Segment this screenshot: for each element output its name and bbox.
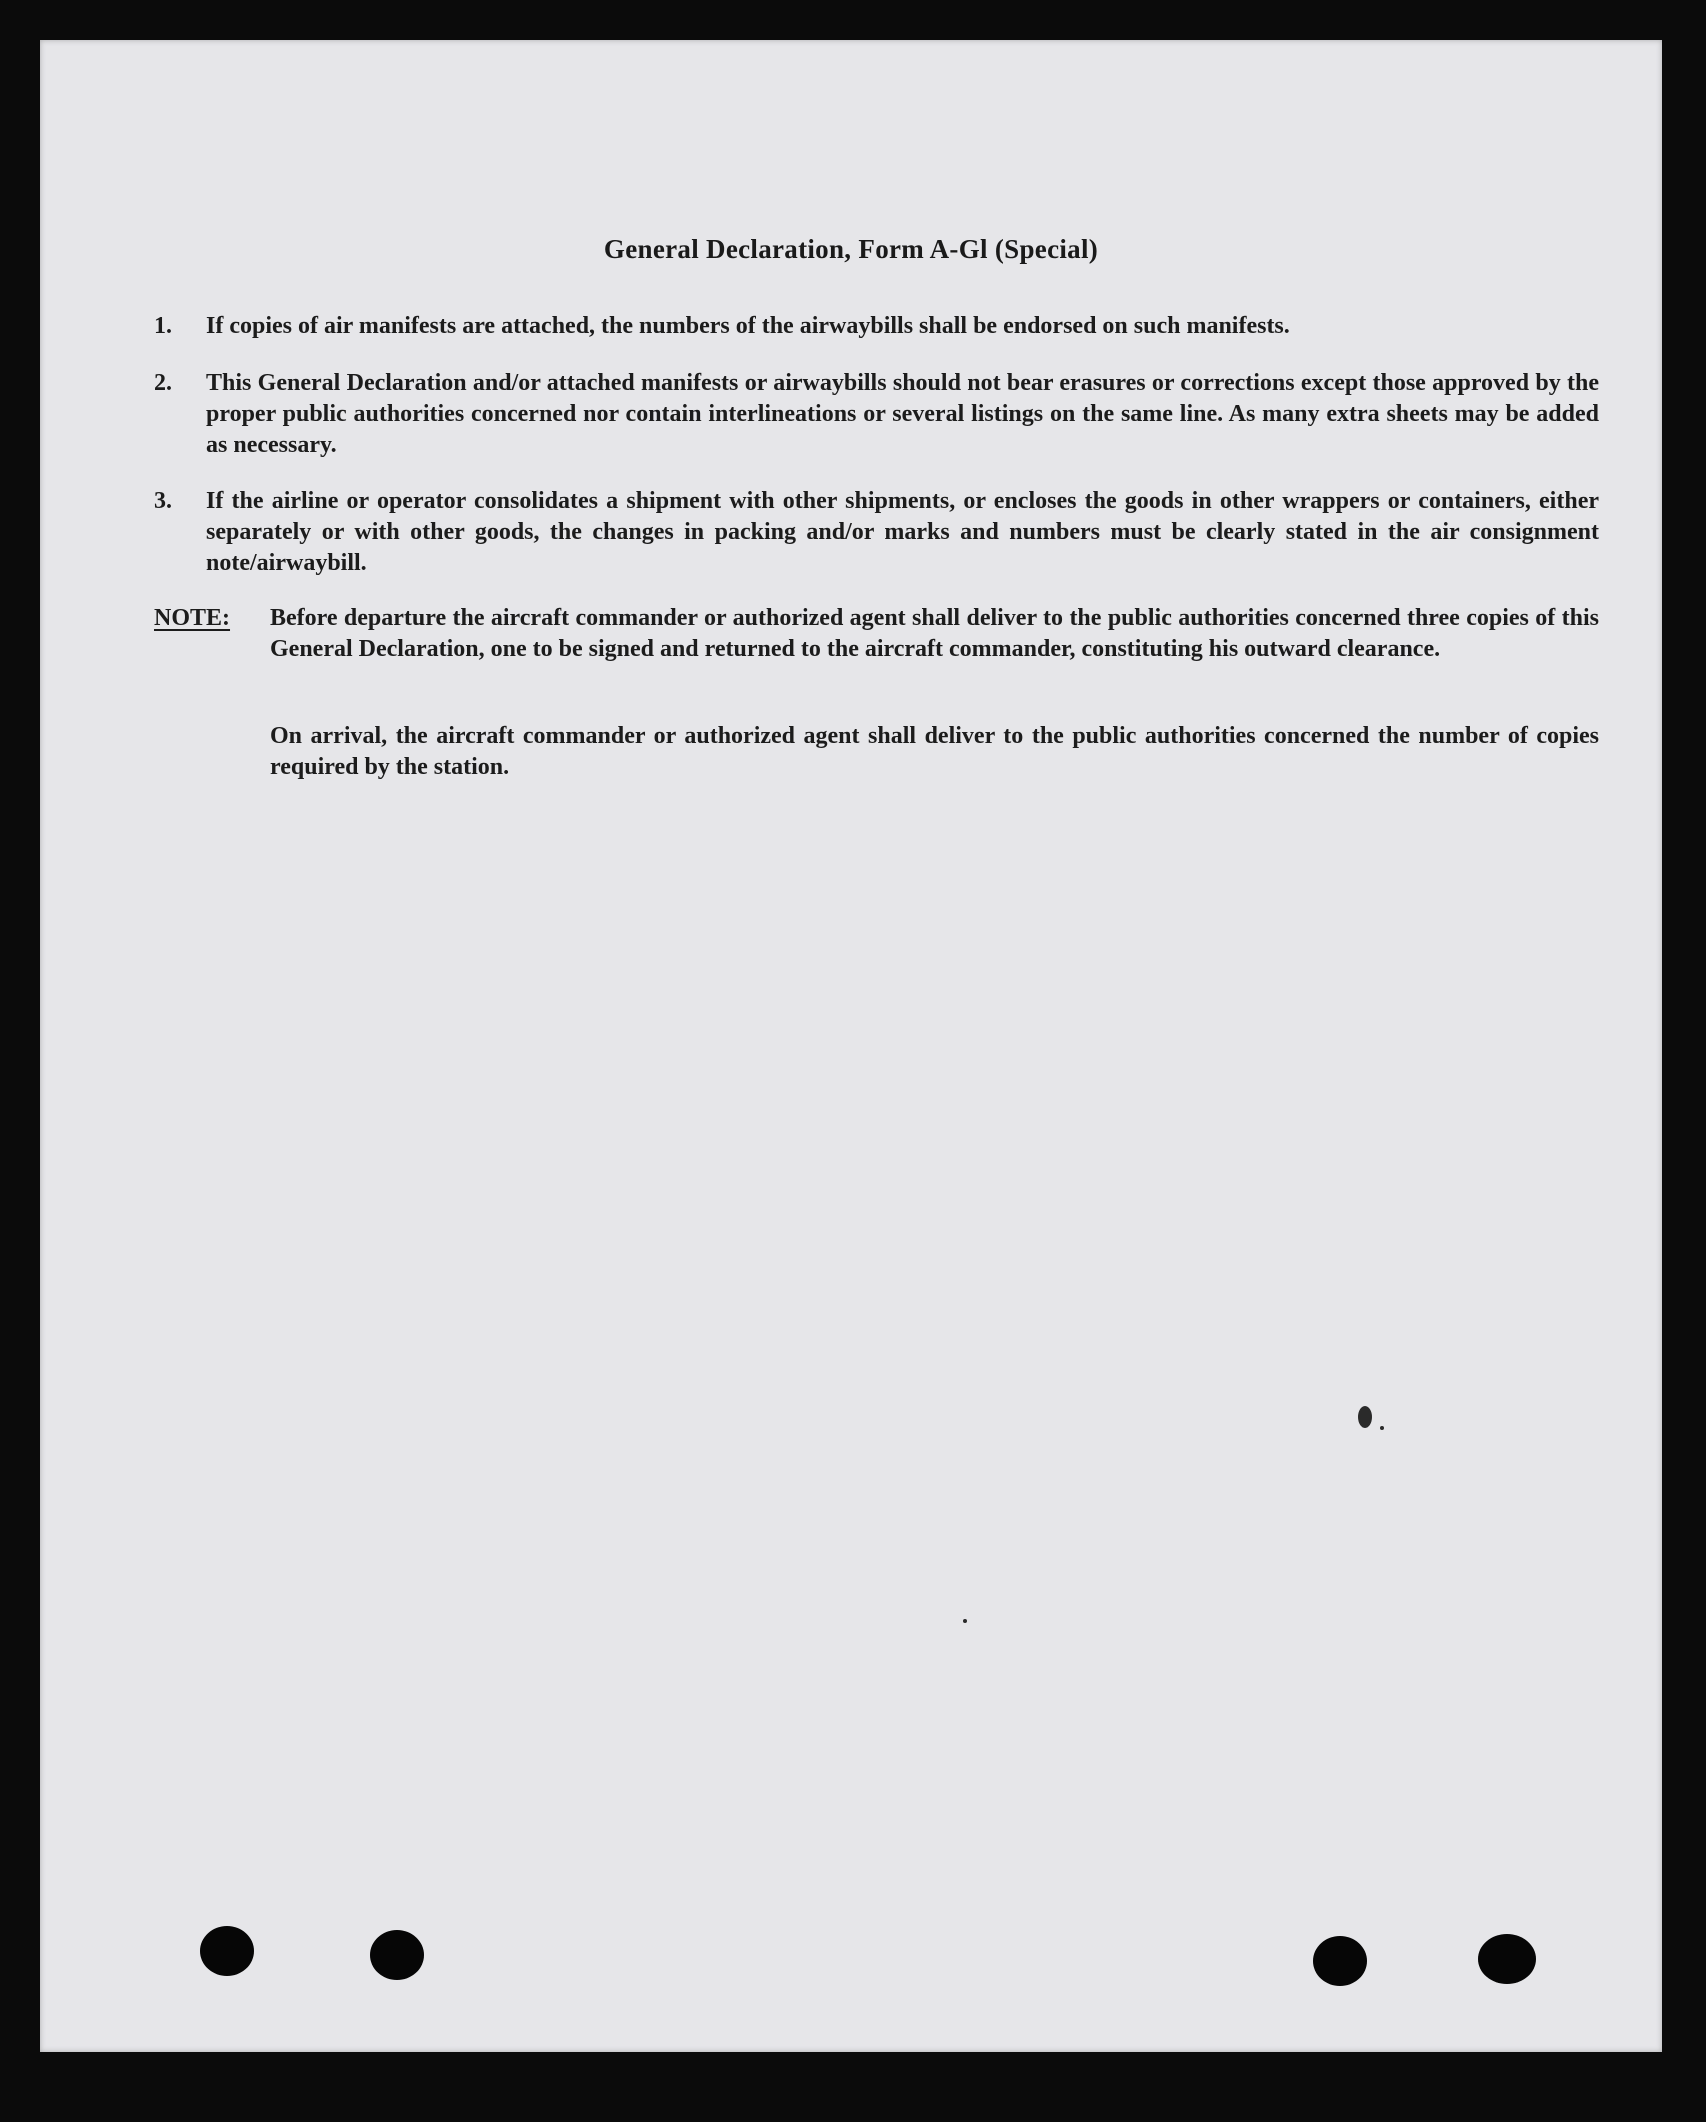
item-text: If the airline or operator consolidates a shipment with other shipments, or encloses the goods in other wrappers or containers, either separately or with other goods, the changes in packing and/or marks and numbers must be clearly stated in the air consignment note/airwaybill. <box>206 488 1599 576</box>
list-item <box>154 311 1599 342</box>
item-text: If copies of air manifests are attached, the numbers of the airwaybills shall be endorsed on such manifests. <box>206 313 1290 339</box>
note-block <box>154 603 1599 665</box>
ink-speck <box>1358 1406 1372 1428</box>
punch-hole <box>1313 1936 1367 1986</box>
note-label: NOTE: <box>154 605 231 631</box>
ink-speck <box>1380 1426 1384 1430</box>
ink-speck <box>963 1619 967 1623</box>
list-item <box>154 368 1599 461</box>
punch-hole <box>370 1930 424 1980</box>
item-number: 1. <box>154 313 172 339</box>
punch-hole <box>1478 1934 1536 1984</box>
note-block-2 <box>154 721 1599 783</box>
list-item <box>154 486 1599 579</box>
item-text: This General Declaration and/or attached manifests or airwaybills should not bear erasures or corrections except those approved by the proper public authorities concerned nor contain interlineations or several listings on the same line. As many extra sheets may be added as necessary. <box>206 370 1599 458</box>
punch-hole <box>200 1926 254 1976</box>
document-title: General Declaration, Form A-Gl (Special) <box>603 234 1099 264</box>
item-number: 2. <box>154 370 172 396</box>
note-paragraph-1: Before departure the aircraft commander or authorized agent shall deliver to the public authorities concerned three copies of this General Declaration, one to be signed and returned to the aircraft commander, constituting his outward clearance. <box>270 605 1599 662</box>
item-number: 3. <box>154 488 172 514</box>
paper-sheet <box>40 40 1662 2052</box>
note-paragraph-2: On arrival, the aircraft commander or authorized agent shall deliver to the public authorities concerned the number of copies required by the station. <box>270 723 1599 780</box>
